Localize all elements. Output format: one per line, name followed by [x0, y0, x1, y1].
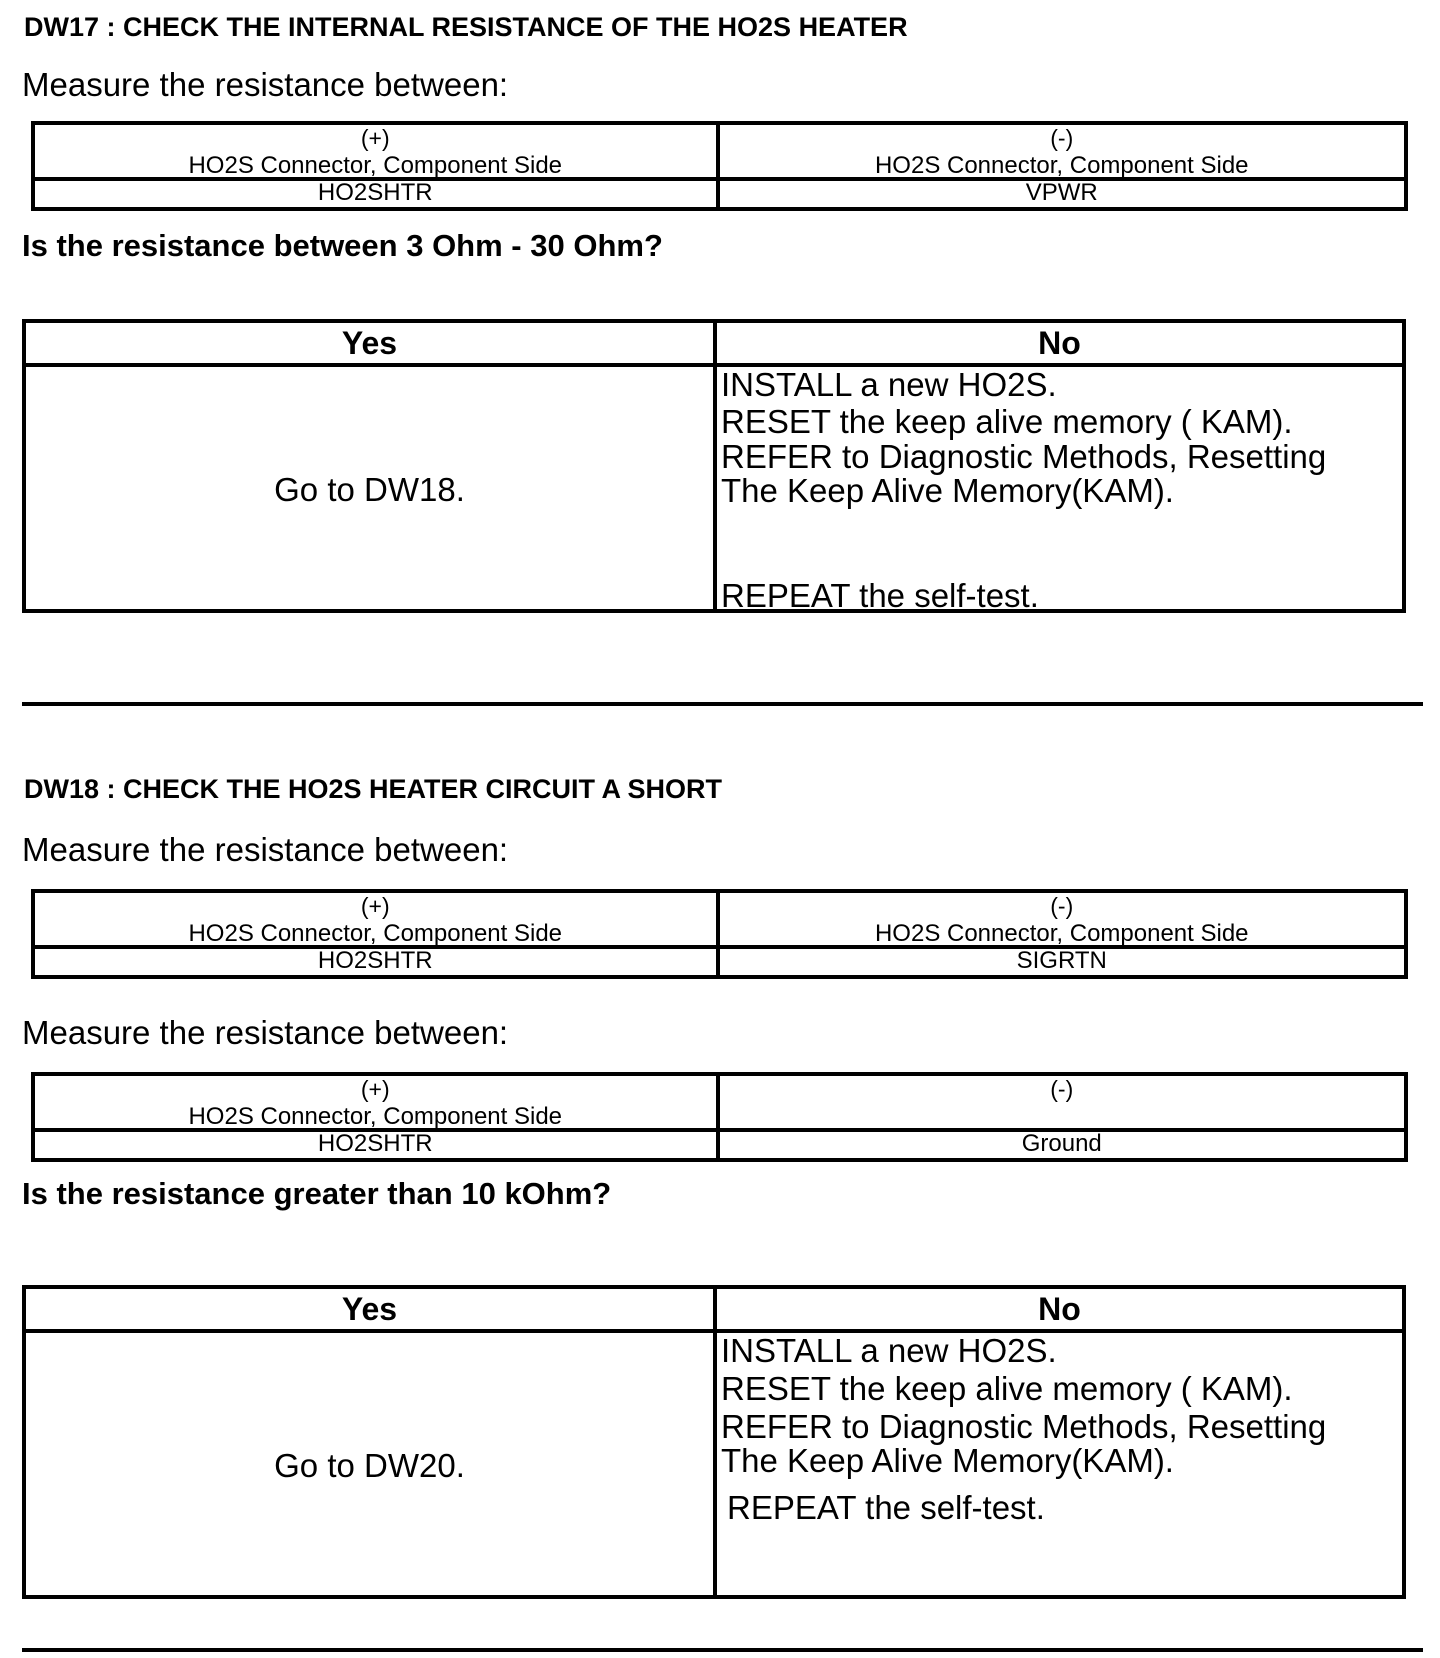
dw18-measure-instruction-1: Measure the resistance between:	[22, 831, 509, 868]
yes-action	[26, 367, 717, 613]
yes-header: Yes	[26, 323, 717, 363]
plus-probe-header	[35, 1076, 720, 1128]
dw17-decision-table	[22, 319, 1406, 613]
dw17-step-title: DW17 : CHECK THE INTERNAL RESISTANCE OF THE HO2S HEATER	[24, 12, 908, 42]
dw18-decision-table	[22, 1285, 1406, 1599]
measurement-value-row	[35, 949, 1404, 975]
no-header: No	[1038, 1291, 1081, 1327]
yes-header: Yes	[26, 1289, 717, 1329]
decision-body-row	[26, 1333, 1402, 1599]
minus-sign: (-)	[1050, 893, 1074, 919]
dw17-question: Is the resistance between 3 Ohm - 30 Ohm?	[22, 228, 663, 263]
measurement-header-row	[35, 125, 1404, 181]
section-divider	[22, 702, 1423, 706]
decision-header-row	[26, 323, 1402, 367]
minus-probe-header	[720, 1076, 1405, 1128]
plus-sign: (+)	[360, 893, 390, 919]
plus-probe-header	[35, 893, 720, 945]
no-action-refer-cont: The Keep Alive Memory(KAM).	[721, 472, 1174, 509]
yes-action	[26, 1333, 717, 1599]
dw18-step-title: DW18 : CHECK THE HO2S HEATER CIRCUIT A SHORT	[24, 774, 723, 804]
dw17-measurement-table	[31, 121, 1408, 211]
decision-body-row	[26, 367, 1402, 613]
yes-action-text: Go to DW20.	[274, 1447, 465, 1484]
plus-connector-label: HO2S Connector, Component Side	[188, 1103, 563, 1130]
no-action-refer: REFER to Diagnostic Methods, Resetting	[721, 438, 1327, 475]
minus-probe-header	[720, 125, 1405, 177]
measurement-header-row	[35, 893, 1404, 949]
yes-action-text: Go to DW18.	[274, 471, 465, 508]
measurement-header-row	[35, 1076, 1404, 1132]
plus-probe-header	[35, 125, 720, 177]
plus-pin-value: HO2SHTR	[35, 949, 720, 975]
minus-pin-value: Ground	[1021, 1130, 1102, 1157]
minus-pin-value: SIGRTN	[1016, 947, 1107, 974]
no-header: No	[1038, 325, 1081, 361]
section-divider	[22, 1648, 1423, 1652]
minus-connector-label: HO2S Connector, Component Side	[874, 152, 1249, 179]
dw18-measure-instruction-2: Measure the resistance between:	[22, 1014, 509, 1051]
measurement-value-row	[35, 181, 1404, 207]
plus-sign: (+)	[360, 125, 390, 151]
decision-header-row	[26, 1289, 1402, 1333]
minus-sign: (-)	[1050, 125, 1074, 151]
no-action-install: INSTALL a new HO2S.	[721, 1332, 1057, 1369]
no-action-reset: RESET the keep alive memory ( KAM).	[721, 403, 1293, 440]
dw18-question: Is the resistance greater than 10 kOhm?	[22, 1176, 612, 1211]
minus-pin-value: VPWR	[1025, 179, 1098, 206]
no-action-repeat: REPEAT the self-test.	[721, 577, 1039, 614]
minus-sign: (-)	[1050, 1076, 1074, 1102]
no-action-reset: RESET the keep alive memory ( KAM).	[721, 1370, 1293, 1407]
measurement-value-row	[35, 1132, 1404, 1158]
no-action-repeat: REPEAT the self-test.	[727, 1489, 1045, 1526]
plus-sign: (+)	[360, 1076, 390, 1102]
no-action-refer-cont: The Keep Alive Memory(KAM).	[721, 1442, 1174, 1479]
plus-connector-label: HO2S Connector, Component Side	[188, 152, 563, 179]
minus-connector-label: HO2S Connector, Component Side	[874, 920, 1249, 947]
no-actions	[717, 1333, 1402, 1599]
no-action-refer: REFER to Diagnostic Methods, Resetting	[721, 1408, 1327, 1445]
dw18-measurement-table-2	[31, 1072, 1408, 1162]
plus-pin-value: HO2SHTR	[35, 1132, 720, 1158]
dw18-measurement-table-1	[31, 889, 1408, 979]
plus-pin-value: HO2SHTR	[35, 181, 720, 207]
no-actions	[717, 367, 1402, 613]
no-action-install: INSTALL a new HO2S.	[721, 366, 1057, 403]
minus-probe-header	[720, 893, 1405, 945]
plus-connector-label: HO2S Connector, Component Side	[188, 920, 563, 947]
dw17-measure-instruction: Measure the resistance between:	[22, 66, 509, 103]
